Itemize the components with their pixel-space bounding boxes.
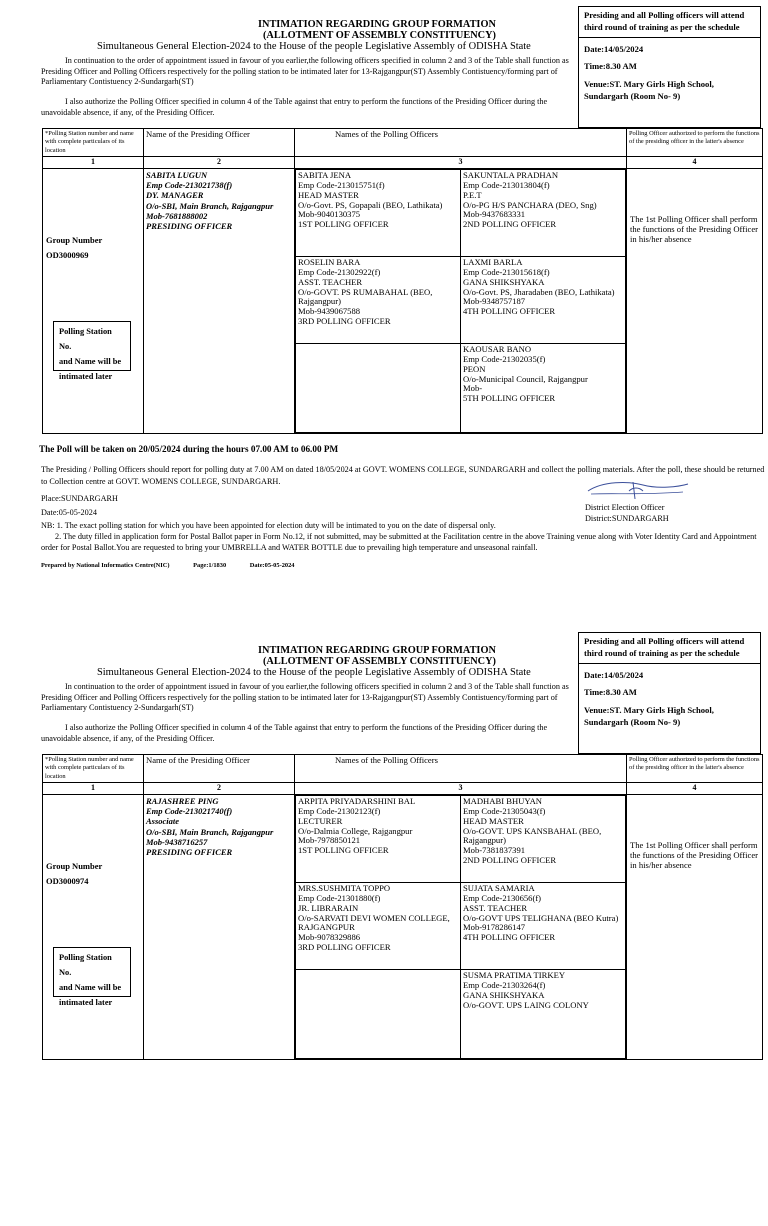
column-number: 1 xyxy=(43,156,144,168)
officer-office: O/o-GOVT. UPS KANSBAHAL (BEO, Rajgangpur) xyxy=(463,825,602,846)
polling-officer-1 xyxy=(296,795,461,882)
presiding-officer-office: O/o-SBI, Main Branch, Rajgangpur xyxy=(146,826,274,837)
presiding-officer-role: PRESIDING OFFICER xyxy=(146,220,233,231)
polling-officer-3 xyxy=(296,882,461,969)
officer-name: LAXMI BARLA xyxy=(463,256,523,267)
document-title: INTIMATION REGARDING GROUP FORMATION xyxy=(258,645,496,656)
column-number: 2 xyxy=(144,782,295,794)
officer-designation: GANA SHIKSHYAKA xyxy=(463,989,545,1000)
officer-office: O/o-PG H/S PANCHARA (DEO, Sng) xyxy=(463,199,597,210)
note-1: NB: 1. The exact polling station for which you have been appointed for election duty will be intimated to you on the date of dispersal only. xyxy=(41,521,496,530)
footer-date: Date:05-05-2024 xyxy=(249,562,295,569)
polling-officer-2 xyxy=(461,795,626,882)
column-number-row xyxy=(43,782,763,794)
officer-code: Emp Code-21302922(f) xyxy=(298,266,381,277)
header-authorized-officer: Polling Officer authorized to perform the functions of the presiding officer in the latter's absence xyxy=(627,755,763,783)
training-time: Time:8.30 AM xyxy=(584,61,637,72)
officer-designation: HEAD MASTER xyxy=(298,189,359,200)
officer-designation: P.E.T xyxy=(463,189,482,200)
column-number: 3 xyxy=(295,782,627,794)
polling-officer-1 xyxy=(296,169,461,256)
training-time: Time:8.30 AM xyxy=(584,687,637,698)
officer-code: Emp Code-2130656(f) xyxy=(463,892,542,903)
issue-date: Date:05-05-2024 xyxy=(41,508,97,517)
header-polling-station: *Polling Station number and name with complete particulars of its location xyxy=(43,129,144,157)
officer-office: O/o-GOVT UPS TELIGHANA (BEO Kutra) xyxy=(463,912,619,923)
training-venue: Venue:ST. Mary Girls High School, Sundargarh (Room No- 9) xyxy=(584,704,714,728)
officer-code: Emp Code-21303264(f) xyxy=(463,979,546,990)
training-note: Presiding and all Polling officers will attend third round of training as per the schedule xyxy=(579,635,760,664)
officer-code: Emp Code-21301880(f) xyxy=(298,892,381,903)
officer-mobile: Mob-7381837391 xyxy=(463,845,526,856)
officer-role: 5TH POLLING OFFICER xyxy=(463,393,556,404)
polling-station-line: intimated later xyxy=(59,372,113,382)
presiding-officer-code: Emp Code-213021740(f) xyxy=(146,806,233,817)
officer-name: SABITA JENA xyxy=(298,169,352,180)
officer-designation: LECTURER xyxy=(298,815,343,826)
column-number-row xyxy=(43,156,763,168)
officer-mobile: Mob-9437683331 xyxy=(463,209,526,220)
officer-code: Emp Code-213015618(f) xyxy=(463,266,550,277)
authorization-paragraph: I also authorize the Polling Officer specified in column 4 of the Table against that entry to perform the functions of the Presiding Officer during the unavoidable absence, if any, of the Presiding Officer. xyxy=(41,97,548,117)
document-title-sub: (ALLOTMENT OF ASSEMBLY CONSTITUENCY) xyxy=(263,30,496,41)
header-authorized-officer: Polling Officer authorized to perform the functions of the presiding officer in the latter's absence xyxy=(627,129,763,157)
polling-station-line: and Name will be xyxy=(59,357,122,367)
officer-role: 1ST POLLING OFFICER xyxy=(298,845,389,856)
officer-designation: GANA SHIKSHYAKA xyxy=(463,276,545,287)
presiding-officer-designation: DY. MANAGER xyxy=(146,190,204,201)
header-polling-officers: Names of the Polling Officers xyxy=(295,129,627,157)
group-cell xyxy=(43,794,144,1059)
officer-mobile: Mob-7978850121 xyxy=(298,835,361,846)
polling-officer-2 xyxy=(461,169,626,256)
officer-name: SUJATA SAMARIA xyxy=(463,882,535,893)
footer-page: Page:1/1830 xyxy=(193,562,227,569)
officer-office: O/o-Govt. PS, Jharadaben (BEO, Lathikata) xyxy=(463,286,615,297)
presiding-officer-cell xyxy=(144,794,295,1059)
training-note: Presiding and all Polling officers will attend third round of training as per the schedule xyxy=(579,9,760,38)
table-row xyxy=(43,168,763,433)
column-number: 1 xyxy=(43,782,144,794)
election-subtitle: Simultaneous General Election-2024 to the House of the people Legislative Assembly of ODISHA State xyxy=(97,41,531,52)
group-formation-table xyxy=(42,754,763,1060)
appointment-order-2 xyxy=(0,626,768,1226)
document-title: INTIMATION REGARDING GROUP FORMATION xyxy=(258,19,496,30)
officer-mobile: Mob- xyxy=(463,383,483,394)
officer-role: 1ST POLLING OFFICER xyxy=(298,219,389,230)
header-polling-station: *Polling Station number and name with complete particulars of its location xyxy=(43,755,144,783)
authorization-paragraph: I also authorize the Polling Officer specified in column 4 of the Table against that entry to perform the functions of the Presiding Officer during the unavoidable absence, if any, of the Presiding Officer. xyxy=(41,723,548,743)
continuation-paragraph: In continuation to the order of appointment issued in favour of you earlier,the following officers specified in column 2 and 3 of the Table shall function as Presiding Officer and Polling Officers respectively for the polling station to be intimated later for 13-Rajgangpur(ST) Assembly Contistuency/forming part of Parliamentary Contistuency 2-Sundargarh(ST) xyxy=(41,56,569,86)
officer-role: 3RD POLLING OFFICER xyxy=(298,316,391,327)
officer-code: Emp Code-21305043(f) xyxy=(463,805,546,816)
officer-code: Emp Code-213015751(f) xyxy=(298,179,385,190)
column-number: 4 xyxy=(627,782,763,794)
officer-role: 4TH POLLING OFFICER xyxy=(463,932,556,943)
footer xyxy=(41,562,316,569)
officer-role: 2ND POLLING OFFICER xyxy=(463,219,557,230)
presiding-officer-name: RAJASHREE PING xyxy=(146,795,219,806)
polling-officer-3 xyxy=(296,256,461,343)
group-label: Group Number xyxy=(46,234,103,245)
officer-name: MADHABI BHUYAN xyxy=(463,795,543,806)
officer-office: O/o-Municipal Council, Rajgangpur xyxy=(463,373,588,384)
training-date: Date:14/05/2024 xyxy=(584,669,644,680)
officer-role: 2ND POLLING OFFICER xyxy=(463,855,557,866)
polling-officer-4 xyxy=(461,882,626,969)
officer-office: O/o-Govt. PS, Gopapali (BEO, Lathikata) xyxy=(298,199,443,210)
officer-mobile: Mob-9040130375 xyxy=(298,209,361,220)
poll-schedule: The Poll will be taken on 20/05/2024 during the hours 07.00 AM to 06.00 PM xyxy=(39,444,339,454)
officer-mobile: Mob-9439067588 xyxy=(298,306,361,317)
polling-station-box xyxy=(53,321,131,382)
presiding-officer-code: Emp Code-213021738(f) xyxy=(146,180,233,191)
continuation-paragraph: In continuation to the order of appointment issued in favour of you earlier,the following officers specified in column 2 and 3 of the Table shall function as Presiding Officer and Polling Officers respectively for the polling station to be intimated later for 13-Rajgangpur(ST) Assembly Contistuency/forming part of Parliamentary Contistuency 2-Sundargarh(ST) xyxy=(41,682,569,712)
column-number: 2 xyxy=(144,156,295,168)
officer-name: ROSELIN BARA xyxy=(298,256,361,267)
officer-name: KAOUSAR BANO xyxy=(463,343,532,354)
officer-mobile: Mob-9178286147 xyxy=(463,922,526,933)
officer-office: O/o-Dalmia College, Rajgangpur xyxy=(298,825,413,836)
signature-image xyxy=(583,479,693,501)
authorized-officer-cell: The 1st Polling Officer shall perform the functions of the Presiding Officer in his/her absence xyxy=(627,794,763,1059)
note-2: 2. The duty filled in application form for Postal Ballot paper in Form No.12, if not submitted, may be submitted at the Facilitation centre in the above Training venue along with Voter Identity Card and Appointment order for Postal Ballot.You are requested to bring your UMBRELLA and WATER BOTTLE due to prevailing high temperature and unseasonal rainfall. xyxy=(41,532,757,552)
presiding-officer-name: SABITA LUGUN xyxy=(146,169,208,180)
group-cell xyxy=(43,168,144,433)
reporting-instructions: The Presiding / Polling Officers should report for polling duty at 7.00 AM on dated 18/05/2024 at GOVT. WOMENS COLLEGE, SUNDARGARH and collect the polling materials. After the poll, these should be returned to Collection centre at GOVT. WOMENS COLLEGE, SUNDARGARH. xyxy=(41,465,765,487)
officer-name: ARPITA PRIYADARSHINI BAL xyxy=(298,795,416,806)
officer-designation: ASST. TEACHER xyxy=(463,902,528,913)
polling-station-box xyxy=(53,947,131,1008)
group-formation-table xyxy=(42,128,763,434)
issue-place: Place:SUNDARGARH xyxy=(41,494,118,503)
polling-station-line: intimated later xyxy=(59,998,113,1008)
signatory-title: District Election Officer xyxy=(585,503,665,512)
header-polling-officers: Names of the Polling Officers xyxy=(295,755,627,783)
polling-officers-cell xyxy=(295,794,627,1059)
empty-officer-cell xyxy=(296,969,461,1058)
authorized-officer-cell: The 1st Polling Officer shall perform the functions of the Presiding Officer in his/her absence xyxy=(627,168,763,433)
officer-role: 3RD POLLING OFFICER xyxy=(298,942,391,953)
training-notice-box xyxy=(578,6,761,128)
officer-code: Emp Code-21302035(f) xyxy=(463,353,546,364)
table-header-row xyxy=(43,129,763,157)
officer-designation: PEON xyxy=(463,363,486,374)
presiding-officer-mobile: Mob-9438716257 xyxy=(146,836,208,847)
officer-name: SUSMA PRATIMA TIRKEY xyxy=(463,969,566,980)
officer-designation: HEAD MASTER xyxy=(463,815,524,826)
group-number: OD3000974 xyxy=(46,876,89,887)
empty-officer-cell xyxy=(296,343,461,432)
officer-office: O/o-SARVATI DEVI WOMEN COLLEGE, RAJGANGPUR xyxy=(298,912,450,933)
presiding-officer-mobile: Mob-7681888002 xyxy=(146,210,208,221)
officer-name: MRS.SUSHMITA TOPPO xyxy=(298,882,391,893)
polling-station-line: Polling Station No. xyxy=(59,952,112,978)
officer-mobile: Mob-9348757187 xyxy=(463,296,526,307)
training-date: Date:14/05/2024 xyxy=(584,43,644,54)
column-number: 4 xyxy=(627,156,763,168)
header-presiding-officer: Name of the Presiding Officer xyxy=(144,755,295,783)
polling-station-line: and Name will be xyxy=(59,983,122,993)
footer-prepared-by: Prepared by National Informatics Centre(NIC) xyxy=(41,562,170,569)
officer-designation: JR. LIBRARAIN xyxy=(298,902,359,913)
election-subtitle: Simultaneous General Election-2024 to the House of the people Legislative Assembly of ODISHA State xyxy=(97,667,531,678)
training-venue: Venue:ST. Mary Girls High School, Sundargarh (Room No- 9) xyxy=(584,78,714,102)
officer-role: 4TH POLLING OFFICER xyxy=(463,306,556,317)
polling-station-line: Polling Station No. xyxy=(59,326,112,352)
officer-office: O/o-GOVT. UPS LAING COLONY xyxy=(463,999,589,1010)
polling-officers-cell xyxy=(295,168,627,433)
signatory-district: District:SUNDARGARH xyxy=(585,514,669,523)
officer-name: SAKUNTALA PRADHAN xyxy=(463,169,559,180)
table-header-row xyxy=(43,755,763,783)
officer-code: Emp Code-21302123(f) xyxy=(298,805,381,816)
officer-office: O/o-GOVT. PS RUMABAHAL (BEO, Rajgangpur) xyxy=(298,286,433,307)
presiding-officer-office: O/o-SBI, Main Branch, Rajgangpur xyxy=(146,200,274,211)
presiding-officer-cell xyxy=(144,168,295,433)
officer-designation: ASST. TEACHER xyxy=(298,276,363,287)
polling-officer-5 xyxy=(461,343,626,432)
presiding-officer-role: PRESIDING OFFICER xyxy=(146,846,233,857)
column-number: 3 xyxy=(295,156,627,168)
presiding-officer-designation: Associate xyxy=(146,816,180,827)
appointment-order-1 xyxy=(0,0,768,600)
polling-officer-5 xyxy=(461,969,626,1058)
training-notice-box xyxy=(578,632,761,754)
header-presiding-officer: Name of the Presiding Officer xyxy=(144,129,295,157)
officer-code: Emp Code-213013804(f) xyxy=(463,179,550,190)
polling-officer-4 xyxy=(461,256,626,343)
group-number: OD3000969 xyxy=(46,250,89,261)
officer-mobile: Mob-9078329886 xyxy=(298,932,361,943)
document-title-sub: (ALLOTMENT OF ASSEMBLY CONSTITUENCY) xyxy=(263,656,496,667)
group-label: Group Number xyxy=(46,860,103,871)
table-row xyxy=(43,794,763,1059)
